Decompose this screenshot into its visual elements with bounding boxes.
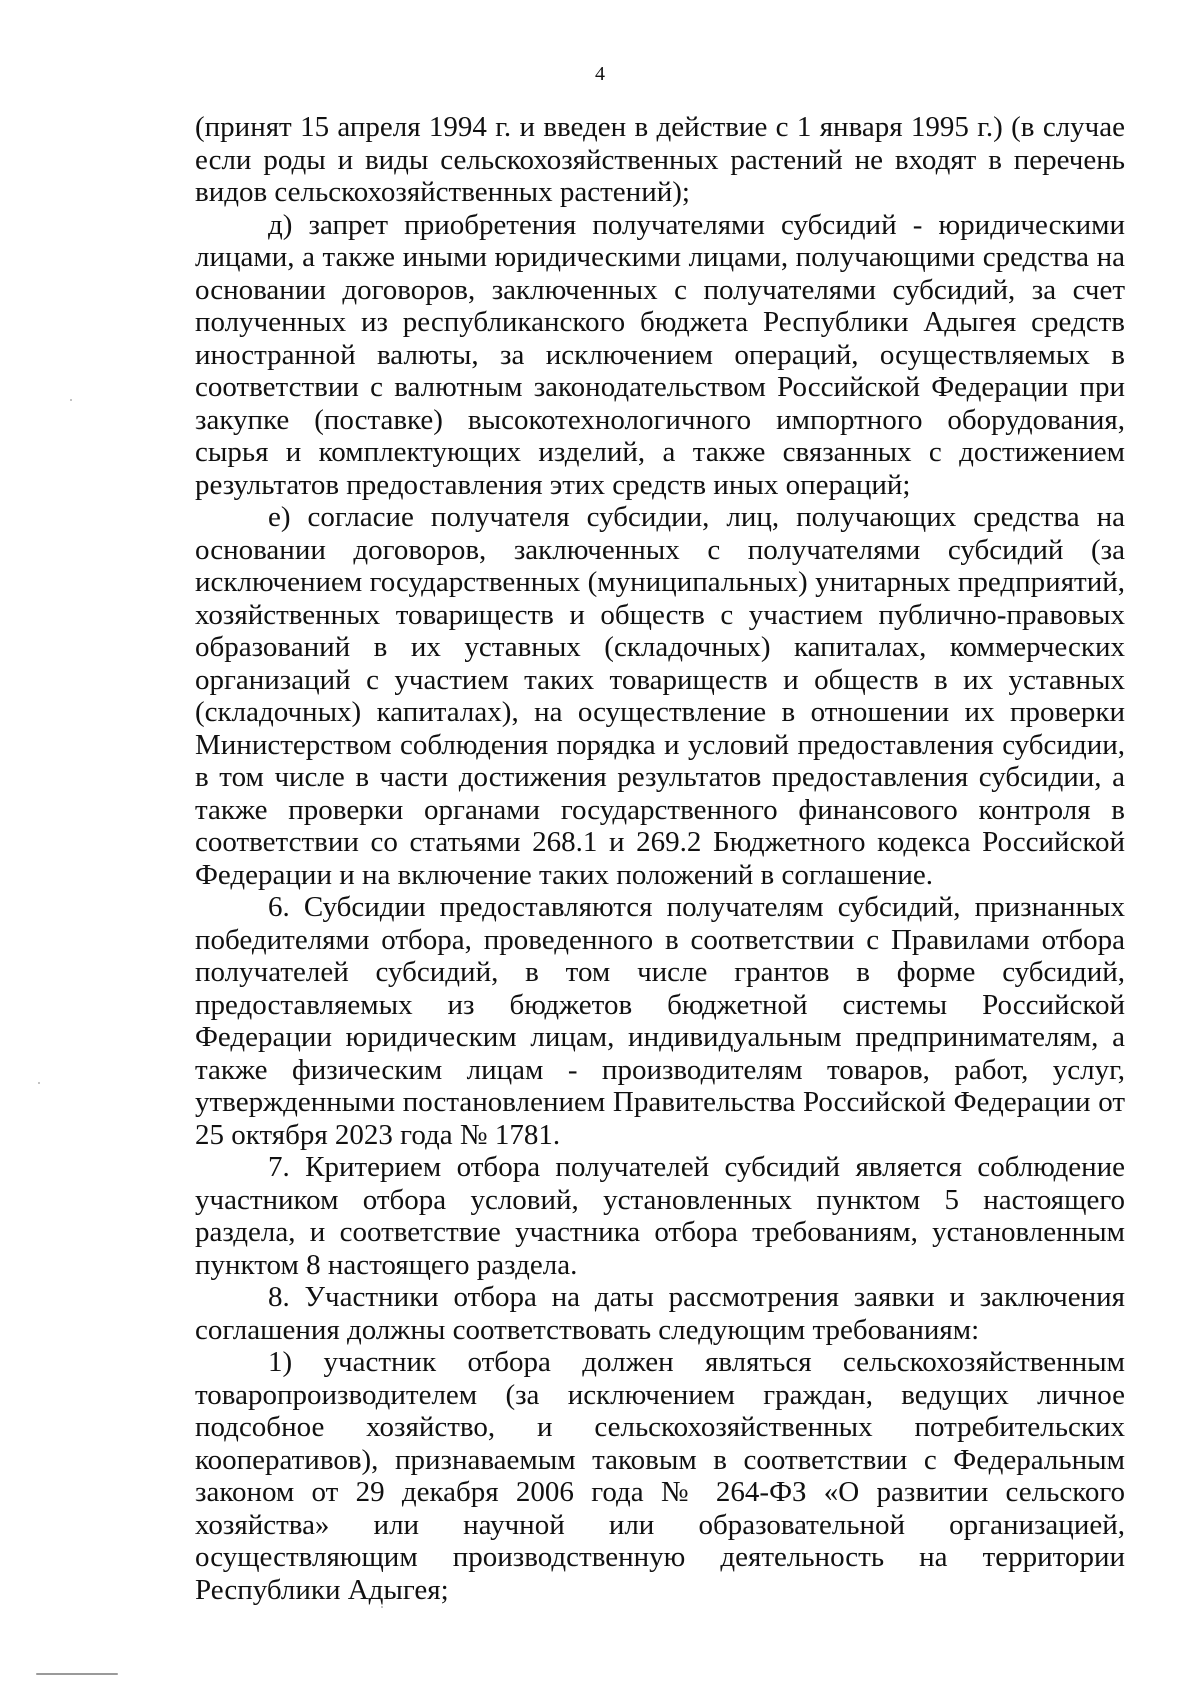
paragraph-item-d: д) запрет приобретения получателями субсидий - юридическими лицами, а также иными юридическими лицами, получающими средства на основании договоров, заключенных с получателями субсидий, за счет полученных из республиканского бюджета Республики Адыгея средств иностранной валюты, за исключением операций, осуществляемых в соответствии с валютным законодательством Российской Федерации при закупке (поставке) высокотехнологичного импортного оборудования, сырья и комплектующих изделий, а также связанных с достижением результатов предоставления этих средств иных операций; bbox=[195, 208, 1125, 501]
paragraph-clause-6: 6. Субсидии предоставляются получателям субсидий, признанных победителями отбора, проведенного в соответствии с Правилами отбора получателей субсидий, в том числе грантов в форме субсидий, предоставляемых из бюджетов бюджетной системы Российской Федерации юридическим лицам, индивидуальным предпринимателям, а также физическим лицам - производителям товаров, работ, услуг, утвержденными постановлением Правительства Российской Федерации от 25 октября 2023 года № 1781. bbox=[195, 891, 1125, 1151]
page-number: 4 bbox=[595, 63, 605, 85]
scan-artifact-dot bbox=[38, 1082, 40, 1084]
scan-artifact-dot bbox=[70, 399, 72, 401]
paragraph-clause-8: 8. Участники отбора на даты рассмотрения заявки и заключения соглашения должны соответствовать следующим требованиям: bbox=[195, 1281, 1125, 1346]
document-body bbox=[195, 111, 1125, 1606]
paragraph-clause-7: 7. Критерием отбора получателей субсидий является соблюдение участником отбора условий, установленных пунктом 5 настоящего раздела, и соответствие участника отбора требованиям, установленным пунктом 8 настоящего раздела. bbox=[195, 1151, 1125, 1281]
paragraph-item-e: е) согласие получателя субсидии, лиц, получающих средства на основании договоров, заключенных с получателями субсидий (за исключением государственных (муниципальных) унитарных предприятий, хозяйственных товариществ и обществ с участием публично-правовых образований в их уставных (складочных) капиталах, коммерческих организаций с участием таких товариществ и обществ в их уставных (складочных) капиталах), на осуществление в отношении их проверки Министерством соблюдения порядка и условий предоставления субсидии, в том числе в части достижения результатов предоставления субсидии, а также проверки органами государственного финансового контроля в соответствии со статьями 268.1 и 269.2 Бюджетного кодекса Российской Федерации и на включение таких положений в соглашение. bbox=[195, 501, 1125, 891]
scan-artifact-line bbox=[36, 1673, 118, 1675]
paragraph-continuation: (принят 15 апреля 1994 г. и введен в действие с 1 января 1995 г.) (в случае если роды и виды сельскохозяйственных растений не входят в перечень видов сельскохозяйственных растений); bbox=[195, 111, 1125, 208]
scan-artifact-dot bbox=[381, 1606, 383, 1608]
paragraph-subitem-1: 1) участник отбора должен являться сельскохозяйственным товаропроизводителем (за исключением граждан, ведущих личное подсобное хозяйство, и сельскохозяйственных потребительских кооперативов), признаваемым таковым в соответствии с Федеральным законом от 29 декабря 2006 года № 264-ФЗ «О развитии сельского хозяйства» или научной или образовательной организацией, осуществляющим производственную деятельность на территории Республики Адыгея; bbox=[195, 1346, 1125, 1606]
